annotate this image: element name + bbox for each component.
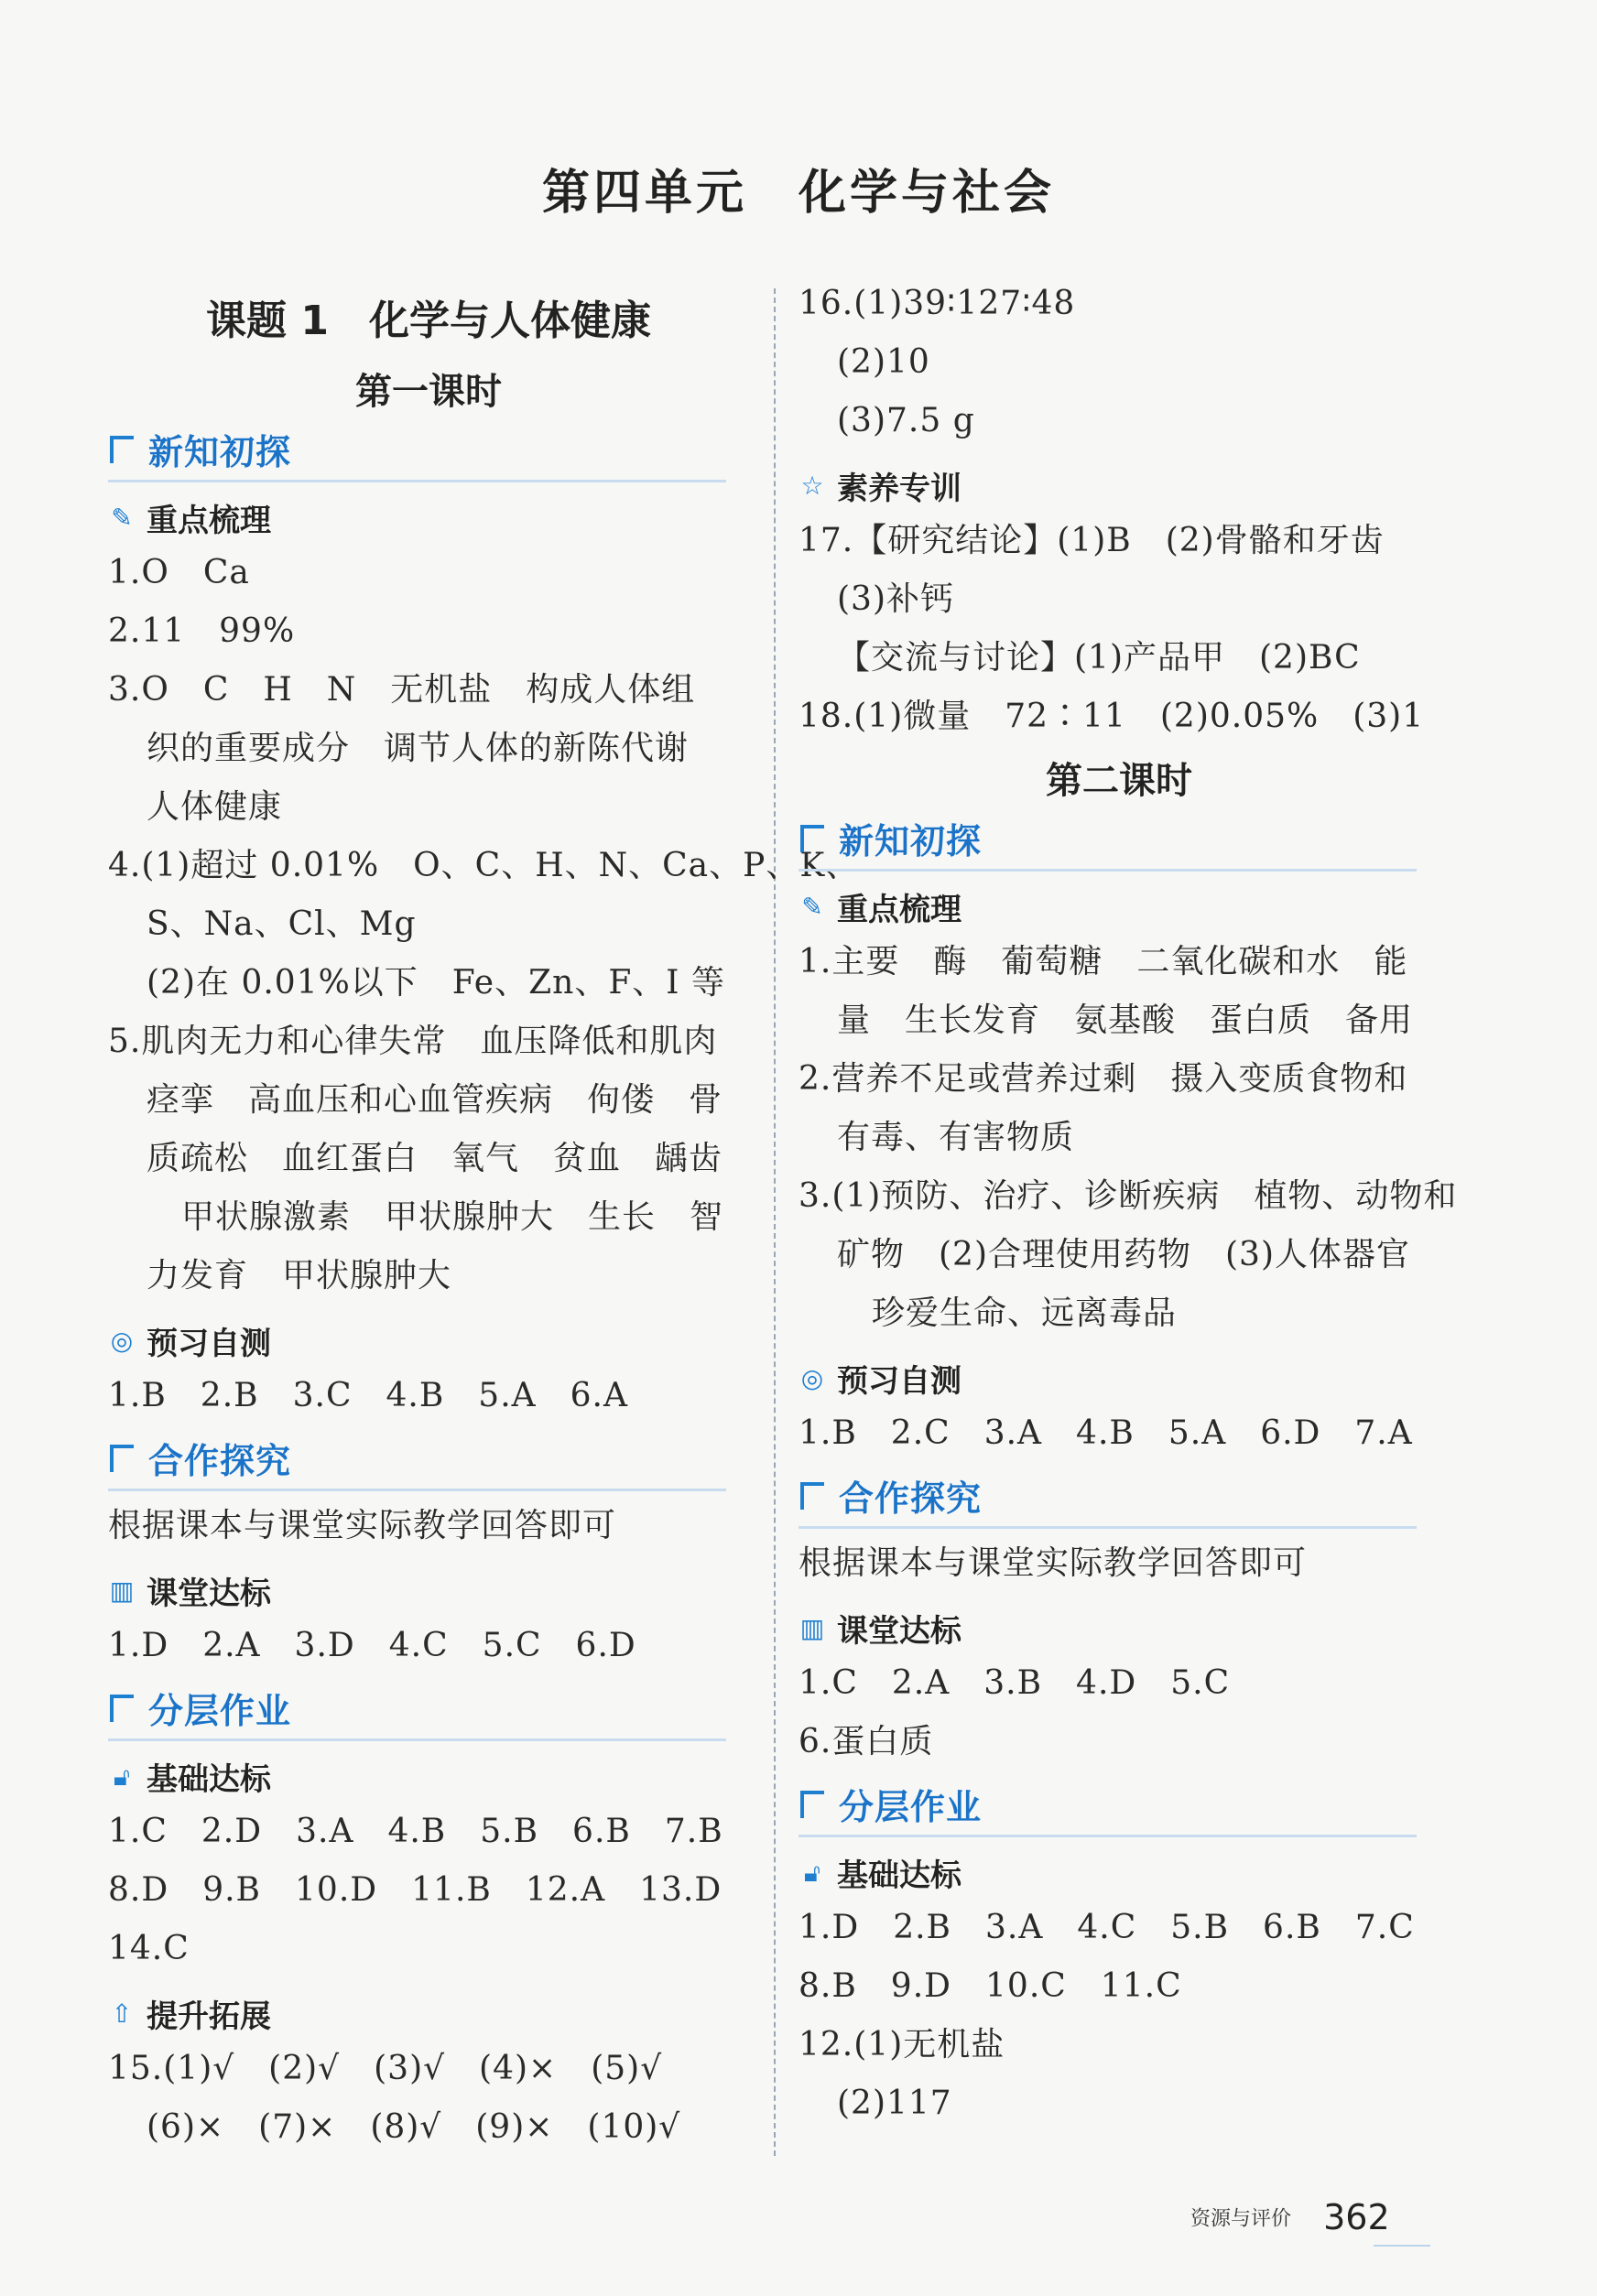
lock-icon: 🔓︎ <box>113 1760 131 1792</box>
answer-line: 2.营养不足或营养过剩 摄入变质食物和 <box>798 1060 1408 1098</box>
answer-line: 18.(1)微量 72∶11 (2)0.05% (3)1 <box>798 698 1425 735</box>
subsection-classroom <box>108 1568 749 1613</box>
section-label: 新知初探 <box>148 432 292 472</box>
footer-label: 资源与评价 <box>1190 2207 1292 2231</box>
answer-line: 痉挛 高血压和心血管疾病 佝偻 骨 <box>147 1081 723 1119</box>
answer-line: 矿物 (2)合理使用药物 (3)人体器官 <box>837 1236 1410 1273</box>
left-column <box>108 275 860 2157</box>
answer-line: 根据课本与课堂实际教学回答即可 <box>798 1544 1308 1582</box>
section-label: 分层作业 <box>839 1787 983 1827</box>
answer-line: 根据课本与课堂实际教学回答即可 <box>108 1507 617 1544</box>
answer-line: 2.11 99% <box>108 612 296 650</box>
section-cooperation <box>108 1433 726 1491</box>
subsection-label: 基础达标 <box>147 1761 271 1798</box>
target-icon: ◎ <box>110 1325 134 1356</box>
answer-line: 3.O C H N 无机盐 构成人体组 <box>108 671 696 709</box>
subsection-label: 课堂达标 <box>147 1576 271 1612</box>
pencil-icon: ✎ <box>801 891 823 922</box>
section-homework <box>108 1683 726 1741</box>
subsection-basic <box>798 1850 1439 1895</box>
subsection-preview <box>108 1318 749 1363</box>
section-new-knowledge <box>798 813 1417 872</box>
subsection-label: 基础达标 <box>837 1857 961 1894</box>
period-title: 第一课时 <box>355 371 502 413</box>
answer-line: 力发育 甲状腺肿大 <box>147 1257 452 1294</box>
book-icon: ▥ <box>109 1575 135 1606</box>
right-column <box>798 275 1458 2133</box>
subsection-extension <box>108 1991 749 2036</box>
answer-line: 人体健康 <box>147 788 283 826</box>
answer-line: 1.C 2.D 3.A 4.B 5.B 6.B 7.B <box>108 1813 723 1850</box>
subsection-literacy <box>798 463 1439 508</box>
answer-line: 4.(1)超过 0.01% O、C、H、N、Ca、P、K、 <box>108 847 860 884</box>
subsection-label: 重点梳理 <box>837 892 961 928</box>
answer-line: 6.蛋白质 <box>798 1723 934 1760</box>
answer-line: 5.肌肉无力和心律失常 血压降低和肌肉 <box>108 1023 718 1060</box>
section-flag-icon <box>800 1482 824 1510</box>
answer-line: S、Na、Cl、Mg <box>147 905 417 943</box>
page-number: 362 <box>1323 2197 1390 2237</box>
answer-line: 8.B 9.D 10.C 11.C <box>798 1967 1182 2005</box>
answer-line: 1.B 2.C 3.A 4.B 5.A 6.D 7.A <box>798 1414 1413 1452</box>
subsection-label: 预习自测 <box>837 1363 961 1400</box>
answer-line: 16.(1)39∶127∶48 <box>798 285 1076 322</box>
answer-line: (2)在 0.01%以下 Fe、Zn、F、I 等 <box>147 964 725 1002</box>
answer-line: 1.D 2.B 3.A 4.C 5.B 6.B 7.C <box>798 1909 1415 1946</box>
page-number-underline <box>1374 2245 1430 2247</box>
answer-line: 有毒、有害物质 <box>837 1119 1075 1156</box>
answer-line: (2)117 <box>837 2085 952 2122</box>
answer-line: 1.C 2.A 3.B 4.D 5.C <box>798 1664 1231 1702</box>
section-label: 合作探究 <box>148 1441 292 1481</box>
section-label: 合作探究 <box>839 1478 983 1519</box>
section-cooperation <box>798 1470 1417 1529</box>
subsection-key-points <box>108 495 749 540</box>
answer-line: (3)7.5 g <box>837 402 975 439</box>
answer-line: 8.D 9.B 10.D 11.B 12.A 13.D <box>108 1871 722 1909</box>
pencil-icon: ✎ <box>111 502 133 533</box>
unit-title: 第四单元 化学与社会 <box>541 166 1055 221</box>
subsection-classroom <box>798 1606 1439 1651</box>
answer-line: 1.O Ca <box>108 554 250 591</box>
answer-line: 质疏松 血红蛋白 氧气 贫血 龋齿 <box>147 1140 723 1177</box>
target-icon: ◎ <box>800 1362 824 1393</box>
answer-line: 珍爱生命、远离毒品 <box>872 1294 1178 1332</box>
answer-line: (3)补钙 <box>837 580 954 618</box>
answer-line: 1.主要 酶 葡萄糖 二氧化碳和水 能 <box>798 943 1408 980</box>
section-flag-icon <box>110 1445 134 1472</box>
section-flag-icon <box>110 1695 134 1722</box>
book-icon: ▥ <box>799 1612 825 1643</box>
column-divider <box>774 288 776 2156</box>
subsection-label: 提升拓展 <box>147 1998 271 2035</box>
answer-line: 3.(1)预防、治疗、诊断疾病 植物、动物和 <box>798 1177 1458 1215</box>
subsection-label: 重点梳理 <box>147 503 271 539</box>
subsection-key-points <box>798 884 1439 929</box>
arrow-up-icon: ⇧ <box>111 1998 133 2029</box>
answer-line: 量 生长发育 氨基酸 蛋白质 备用 <box>837 1002 1414 1039</box>
period-title: 第二课时 <box>1046 760 1192 802</box>
lock-icon: 🔓︎ <box>803 1857 821 1888</box>
answer-line: 12.(1)无机盐 <box>798 2026 1005 2063</box>
section-label: 新知初探 <box>839 821 983 861</box>
section-homework <box>798 1779 1417 1837</box>
subsection-label: 素养专训 <box>837 471 961 507</box>
section-flag-icon <box>800 1791 824 1818</box>
subsection-basic <box>108 1754 749 1799</box>
section-new-knowledge <box>108 424 726 482</box>
answer-line: (6)× (7)× (8)√ (9)× (10)√ <box>147 2108 681 2146</box>
answer-line: 【交流与讨论】(1)产品甲 (2)BC <box>837 639 1361 677</box>
section-flag-icon <box>800 825 824 852</box>
answer-line: (2)10 <box>837 343 930 381</box>
answer-line: 1.B 2.B 3.C 4.B 5.A 6.A <box>108 1377 628 1414</box>
answer-line: 1.D 2.A 3.D 4.C 5.C 6.D <box>108 1627 636 1664</box>
section-label: 分层作业 <box>148 1691 292 1731</box>
page-footer <box>1190 2197 1390 2237</box>
subsection-label: 预习自测 <box>147 1326 271 1362</box>
lesson-title: 课题 1 化学与人体健康 <box>206 298 651 344</box>
subsection-label: 课堂达标 <box>837 1613 961 1650</box>
subsection-preview <box>798 1356 1439 1401</box>
answer-line: 织的重要成分 调节人体的新陈代谢 <box>147 730 690 767</box>
answer-line: 甲状腺激素 甲状腺肿大 生长 智 <box>181 1198 724 1236</box>
answer-line: 14.C <box>108 1930 190 1967</box>
answer-line: 17.【研究结论】(1)B (2)骨骼和牙齿 <box>798 522 1385 559</box>
answer-line: 15.(1)√ (2)√ (3)√ (4)× (5)√ <box>108 2050 663 2087</box>
star-icon: ☆ <box>800 470 824 501</box>
section-flag-icon <box>110 436 134 463</box>
